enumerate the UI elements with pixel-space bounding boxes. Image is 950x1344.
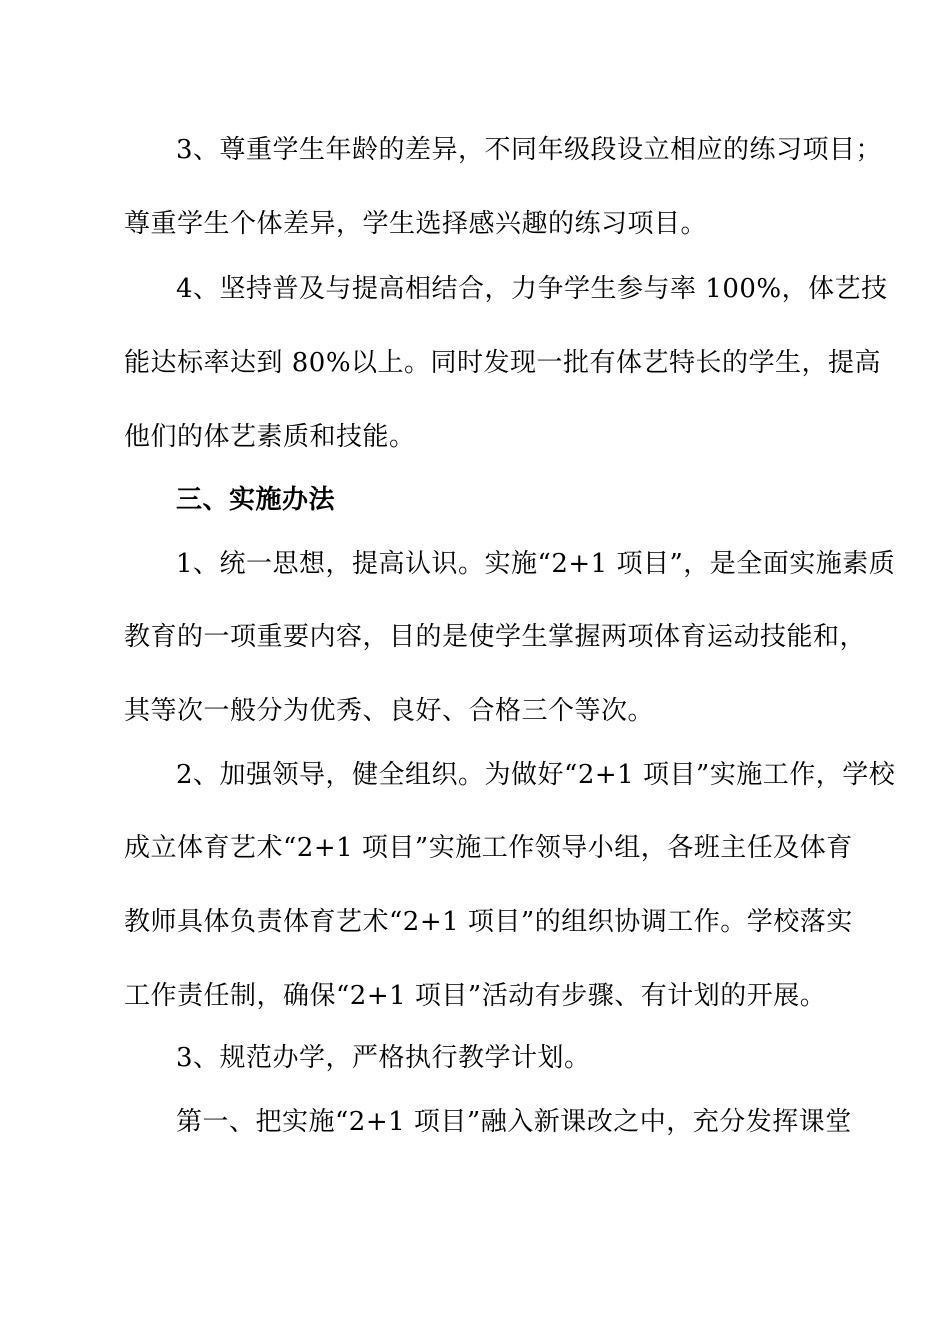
paragraph-line: 成立体育艺术“2+1 项目”实施工作领导小组，各班主任及体育: [124, 833, 853, 863]
paragraph-line: 2、加强领导，健全组织。为做好“2+1 项目”实施工作，学校: [176, 760, 896, 790]
paragraph-line: 教育的一项重要内容，目的是使学生掌握两项体育运动技能和，: [124, 622, 867, 652]
paragraph-line: 工作责任制，确保“2+1 项目”活动有步骤、有计划的开展。: [124, 981, 827, 1011]
paragraph-line: 第一、把实施“2+1 项目”融入新课改之中，充分发挥课堂: [176, 1107, 852, 1137]
paragraph-line: 尊重学生个体差异，学生选择感兴趣的练习项目。: [124, 209, 708, 239]
paragraph-line: 3、规范办学，严格执行教学计划。: [176, 1043, 591, 1073]
paragraph-line: 4、坚持普及与提高相结合，力争学生参与率 100%，体艺技: [176, 274, 888, 304]
paragraph-line: 教师具体负责体育艺术“2+1 项目”的组织协调工作。学校落实: [124, 907, 853, 937]
paragraph-line: 1、统一思想，提高认识。实施“2+1 项目”，是全面实施素质: [176, 549, 896, 579]
section-heading: 三、实施办法: [176, 485, 336, 515]
paragraph-line: 其等次一般分为优秀、良好、合格三个等次。: [124, 696, 655, 726]
paragraph-line: 他们的体艺素质和技能。: [124, 422, 416, 452]
paragraph-line: 能达标率达到 80%以上。同时发现一批有体艺特长的学生，提高: [124, 348, 882, 378]
paragraph-line: 3、尊重学生年龄的差异，不同年级段设立相应的练习项目；: [176, 135, 883, 165]
